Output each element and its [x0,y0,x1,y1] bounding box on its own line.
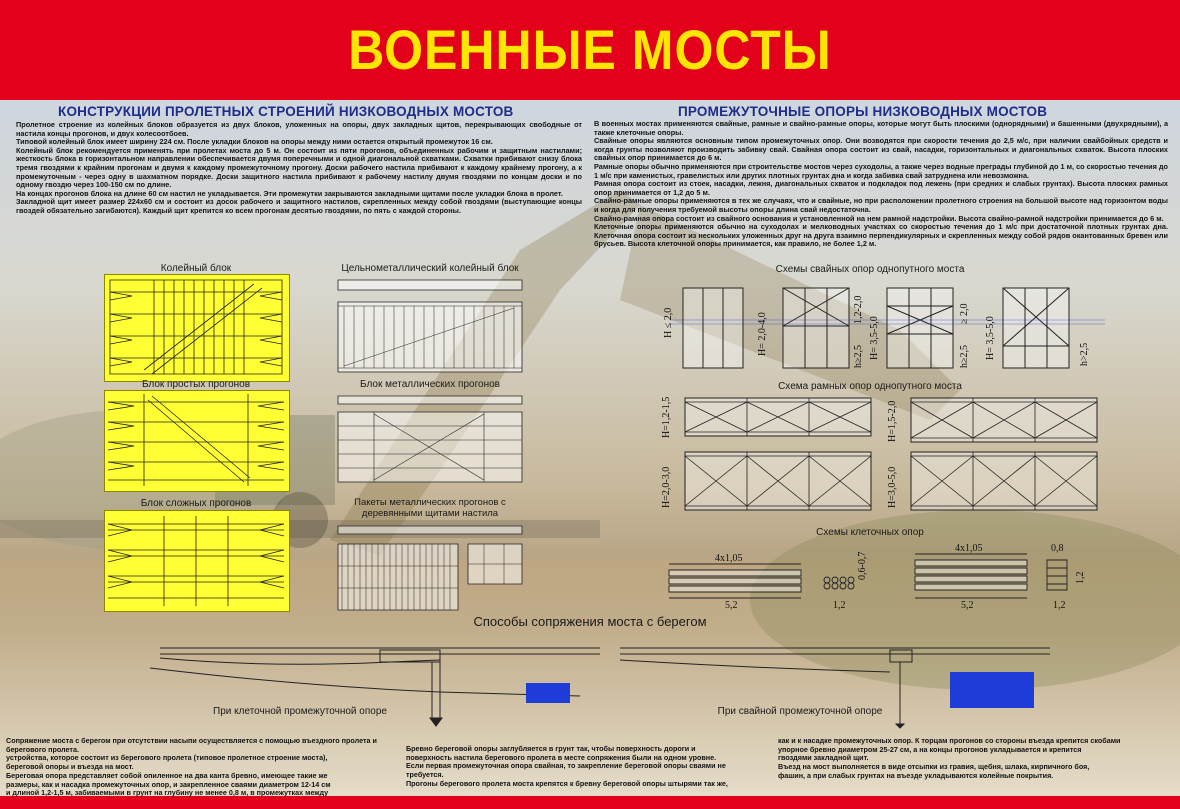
complex-block-drawing [104,510,288,610]
footer-line: устройства, которое состоит из берегового пролета (типовое пролетное строение моста), [6,753,328,763]
crib-dim: 1,2 [1075,571,1086,584]
left-text [16,121,582,216]
footer-column-3 [778,737,1174,781]
frame-dim: H=1,2-1,5 [661,396,672,438]
packages-drawing [334,522,526,614]
poster-title: ВОЕННЫЕ МОСТЫ [348,18,832,82]
right-heading: ПРОМЕЖУТОЧНЫЕ ОПОРЫ НИЗКОВОДНЫХ МОСТОВ [678,104,1048,119]
water-right [950,672,1034,708]
right-paragraph: Свайные опоры являются основным типом промежуточных опор. Они возводятся при скорости течения до 2,5 м/с, при наличии свайбойных средств и когда грунты позволяют производить забивку свай. Свайная опора состоит из свай, насадки, горизонтальных и диагональных схваток. Высота плоских свайных опор принимается до 6 м. [594,136,1168,163]
caption-complex-block: Блок сложных прогонов [140,498,252,509]
caption-frame-schemes: Схема рамных опор однопутного моста [778,381,962,392]
right-paragraph: Свайно-рамные опоры применяются в тех же случаях, что и свайные, но при расположении пролетного строения на большой высоте над горизонтом воды и когда для получения требуемой высоты опоры длина свай недостаточна. [594,196,1168,214]
left-paragraph: На концах прогонов блока на длине 60 см настил не укладывается. Эти промежутки закрываются закладными щитами после укладки блока в пролет. [16,188,563,198]
frame-dim: H=2,0-3,0 [661,466,672,508]
pile-dim: 1,2-2,0 [853,295,864,324]
caption-crib-schemes: Схемы клеточных опор [816,527,924,538]
caption-track-block: Колейный блок [160,263,232,274]
footer-line: Бревно береговой опоры заглубляется в грунт так, чтобы поверхность дороги и [406,744,696,753]
frame-schemes-drawing [655,392,1125,514]
crib-dim: 1,2 [833,600,846,611]
frame-dim: H=1,5-2,0 [887,400,898,442]
metal-block-drawing [334,392,526,488]
caption-pile-abutment: При свайной промежуточной опоре [717,706,883,717]
pile-dim: h≥2,5 [853,345,864,368]
footer-line: упорное бревно диаметром 25-27 см, а на концы прогонов укладывается и крепится [778,744,1082,754]
footer-line: Береговая опора представляет собой опиленное на два канта бревно, имеющее такие же [6,770,328,780]
footer-line: гвоздями закладной щит. [778,753,869,763]
pile-dim: H= 3,5-5,0 [985,316,996,360]
right-text [594,120,1168,249]
left-paragraph: Пролетное строение из колейных блоков образуется из двух блоков, уложенных на опоры, двух закладных щитов, перекрывающих свободные от настила концы прогонов, и двух колесоотбоев. [16,120,582,138]
crib-dim: 4х1,05 [955,543,983,554]
right-paragraph: Рамная опора состоит из стоек, насадки, лежня, диагональных схваток и подкладок под лежень (при средних и слабых грунтах). Высота плоских рамных опор принимается от 1,2 до 5 м. [594,179,1168,197]
footer-line: требуется. [406,770,444,780]
pile-dim: H= 3,5-5,0 [869,316,880,360]
caption-packages-line2: деревянными щитами настила [361,508,499,519]
footer-line: поверхность настила берегового пролета в месте сопряжения были на одном уровне. [406,752,717,762]
left-paragraph: Типовой колейный блок имеет ширину 224 см. После укладки блоков на опоры между ними остается открытый промежуток 16 см. [16,137,493,147]
water-left [526,683,570,703]
right-paragraph: В военных мостах применяются свайные, рамные и свайно-рамные опоры, которые могут быть плоскими (однорядными) и башенными (двухрядными), а также клеточные опоры. [594,119,1168,137]
right-paragraph: Свайно-рамная опора состоит из свайного основания и установленной на нем рамной надстройки. Высота свайно-рамной надстройки принимается до 6 м. [594,213,1164,223]
crib-dim: 4х1,05 [715,553,743,564]
crib-dim: 5,2 [961,600,974,611]
caption-simple-block: Блок простых прогонов [141,379,251,390]
footer-line: Сопряжение моста с берегом при отсутствии насыпи осуществляется с помощью въездного пролета и берегового пролета. [6,736,377,754]
caption-allmetal-block: Цельнометаллический колейный блок [341,263,519,274]
left-paragraph: Колейный блок рекомендуется применять при пролетах моста до 5 м. Он состоит из пяти прогонов, объединенных рабочим и защитным настилами; жесткость блока в горизонтальном направлении обеспечивается двумя поперечными и одной диагональной схватками. Схватки прибивают снизу блока тремя гвоздями к крайним прогонам и двумя к каждому промежуточному прогону. Доски рабочего настила прибивают к каждому крайнему прогону, а к промежуточным - через одну в шахматном порядке. Доски защитного настила прибивают к рабочему настилу двумя гвоздями по концам доски и по одному гвоздю через 100-150 см по длине. [16,145,582,190]
caption-pile-schemes: Схемы свайных опор однопутного моста [775,264,965,275]
crib-dim: 0,8 [1051,543,1064,554]
title-banner [0,0,1180,100]
left-paragraph: Закладной щит имеет размер 224х60 см и состоит из досок рабочего и защитного настилов, скрепленных между собой гвоздями (выступающие концы гвоздей обязательно загибаются). Каждый щит крепится ко всем прогонам десятью гвоздями, по пять с каждой стороны. [16,197,582,215]
footer-line: и длиной 1,2-1,5 м, забиваемыми в грунт на глубину не менее 0,8 м, в промежутках между [6,788,329,798]
simple-block-drawing [104,390,288,490]
footer-line: размеры, как и насадка промежуточных опор, и закрепленное сваями диаметром 12-14 см [6,779,331,789]
pile-dim: ≥ 2,0 [959,303,970,324]
right-paragraph: Клеточные опоры применяются обычно на суходолах и мелководных участках со скоростью течения до 1 м/с при достаточной плотных грунтах дна. Клеточная опора состоит из нескольких уложенных друг на друга взаимно перпендикулярных и скрепленных между собой рядов окантованных бревен или брусьев. Высота клеточной опоры принимается, как правило, не более 1,2 м. [594,222,1168,249]
pile-dim: h≥2,5 [959,345,970,368]
bottom-red-bar [0,796,1180,809]
abutment-heading: Способы сопряжения моста с берегом [473,614,707,629]
pile-schemes-drawing [655,276,1125,376]
frame-dim: H=3,0-5,0 [887,466,898,508]
footer-column-2 [406,745,772,789]
caption-packages-line1: Пакеты металлических прогонов с [354,497,506,508]
crib-dim: 5,2 [725,600,738,611]
caption-packages [330,497,530,519]
allmetal-block-drawing [334,276,526,376]
pile-dim: h>2,5 [1079,342,1090,366]
footer-line: как и к насадке промежуточных опор. К торцам прогонов со стороны въезда крепится скобами [778,736,1121,745]
caption-crib-abutment: При клеточной промежуточной опоре [213,706,387,717]
footer-line: береговой опоры и въезда на мост. [6,762,134,772]
footer-column-1 [6,737,404,798]
right-paragraph: Рамные опоры обычно применяются при строительстве мостов через суходолы, а также через водные преграды глубиной до 1 м, со скоростью течения до 1 м/с при каменистых, гравелистых или других плотных грунтах дна и когда забивка свай затруднена или невозможна. [594,161,1168,180]
left-heading: КОНСТРУКЦИИ ПРОЛЕТНЫХ СТРОЕНИЙ НИЗКОВОДНЫХ МОСТОВ [58,104,514,119]
pile-dim: H= 2,0-4,0 [757,312,768,356]
caption-metal-block: Блок металлических прогонов [360,379,500,390]
footer-line: фашин, а при слабых грунтах на въезде укладываются колейные покрытия. [778,770,1054,780]
crib-schemes-drawing [655,540,1125,610]
crib-dim: 1,2 [1053,600,1066,611]
pile-dim: H ≤ 2,0 [663,307,674,338]
footer-line: Если первая промежуточная опора свайная, то закрепление береговой опоры сваями не [406,761,726,771]
footer-line: Въезд на мост выполняется в виде отсыпки из гравия, щебня, шлака, кирпичного боя, [778,762,1090,772]
footer-line: Прогоны берегового пролета моста крепятся к бревну береговой опоры штырями так же, [406,778,728,788]
crib-dim: 0,6-0,7 [857,551,868,580]
track-block-drawing [104,274,288,380]
